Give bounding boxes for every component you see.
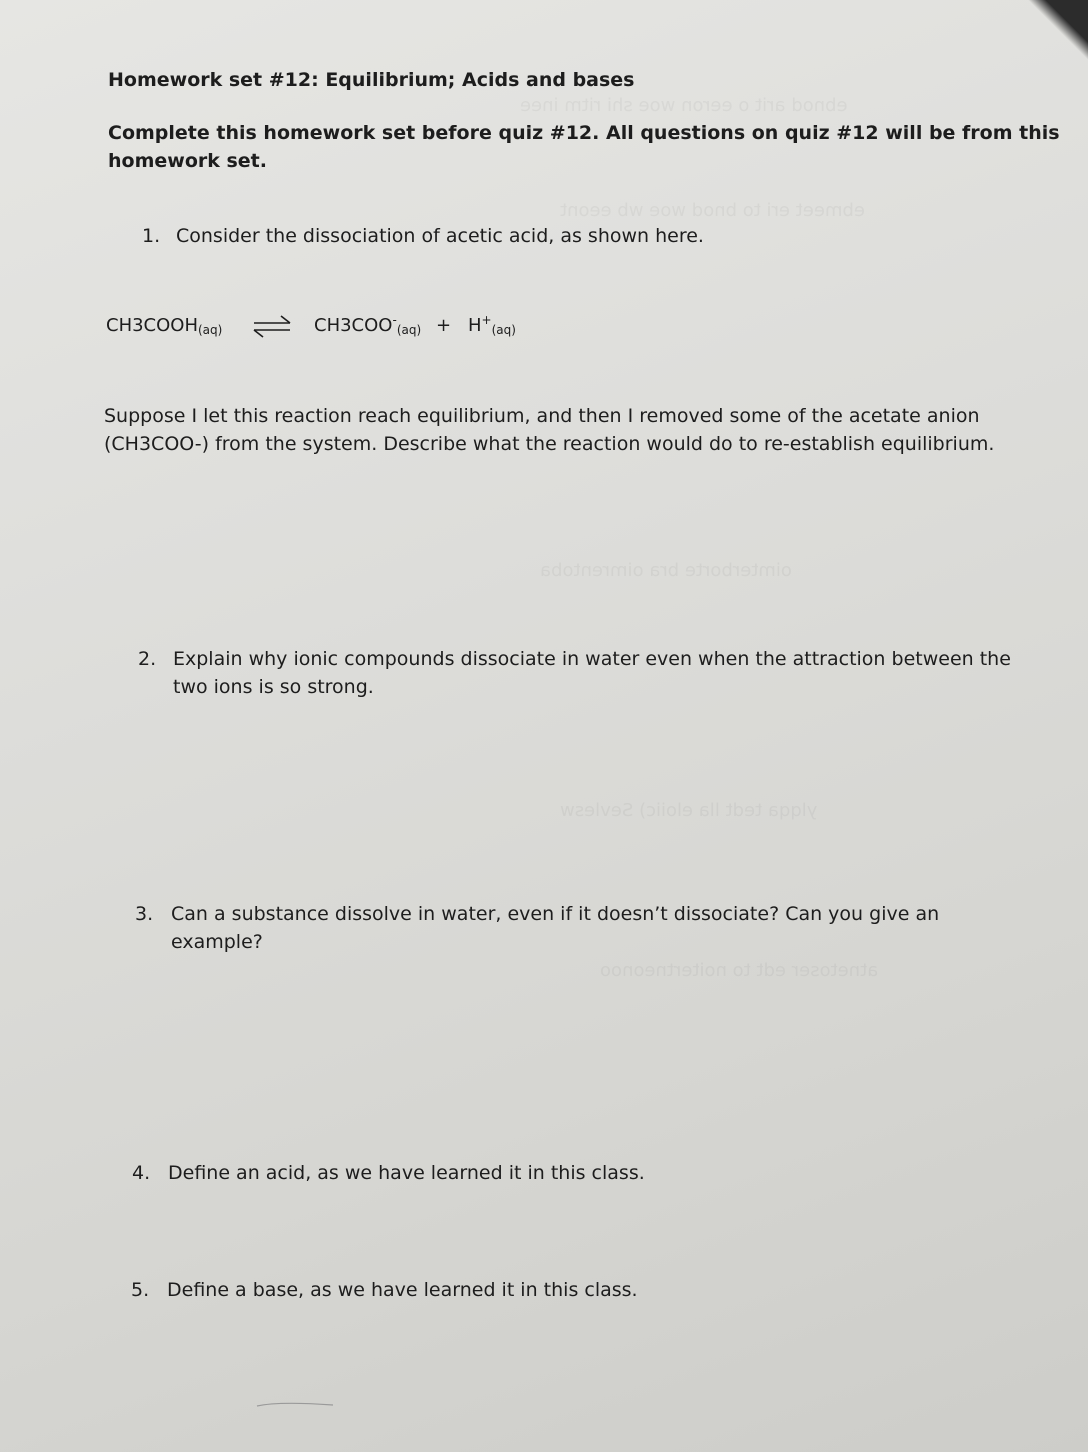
product-1-formula: CH3COO bbox=[314, 315, 393, 336]
instructions-line-1: Complete this homework set before quiz #12. All questions on quiz #12 will be from this bbox=[108, 122, 1060, 144]
question-2-text: Explain why ionic compounds dissociate in water even when the attraction between the two ions is so strong. bbox=[173, 648, 1011, 698]
bleed-through-text: ebnod arit o eeron woe shi ritm inee bbox=[520, 95, 848, 116]
product-2-state: (aq) bbox=[491, 323, 516, 337]
product-1-charge: - bbox=[392, 313, 397, 327]
instructions-line-2: homework set. bbox=[108, 150, 267, 172]
reactant-state: (aq) bbox=[198, 323, 223, 337]
equation-reactant bbox=[106, 312, 222, 341]
question-1-number: 1. bbox=[142, 225, 161, 247]
equation-product-2 bbox=[468, 312, 516, 341]
question-1-followup-line-2: (CH3COO-) from the system. Describe what the reaction would do to re-establish equilibrium. bbox=[104, 433, 995, 455]
question-4-number: 4. bbox=[132, 1162, 151, 1184]
equation-plus: + bbox=[436, 315, 452, 336]
bleed-through-text: ebmeet eri to bnod woe wb eeont bbox=[560, 200, 865, 221]
question-5-text: Define a base, as we have learned it in this class. bbox=[167, 1279, 638, 1301]
equilibrium-arrows-icon bbox=[250, 312, 294, 340]
question-5-number: 5. bbox=[131, 1279, 150, 1301]
product-1-state: (aq) bbox=[396, 323, 422, 337]
question-1-followup-line-1: Suppose I let this reaction reach equilibrium, and then I removed some of the acetate anion bbox=[104, 405, 980, 427]
bleed-through-text: ylqqa tedt lla eloiic) Sevlesw bbox=[560, 800, 818, 821]
reactant-formula: CH3COOH bbox=[106, 315, 198, 336]
pen-stroke-mark bbox=[255, 1398, 335, 1412]
question-3-number: 3. bbox=[135, 903, 154, 925]
equation-product-1 bbox=[314, 312, 421, 341]
bleed-through-text: oimterborte bra oimrentoba bbox=[540, 560, 792, 581]
page-title: Homework set #12: Equilibrium; Acids and bases bbox=[108, 69, 635, 91]
question-2-number: 2. bbox=[138, 648, 157, 670]
question-4-text: Define an acid, as we have learned it in this class. bbox=[168, 1162, 645, 1184]
question-1-text: Consider the dissociation of acetic acid, as shown here. bbox=[176, 225, 704, 247]
product-2-charge: + bbox=[481, 313, 492, 327]
question-3-text: Can a substance dissolve in water, even if it doesn’t dissociate? Can you give an example? bbox=[171, 903, 940, 953]
bleed-through-text: atnetoser edt to noitertneonoo bbox=[600, 960, 879, 981]
product-2-formula: H bbox=[468, 315, 482, 336]
